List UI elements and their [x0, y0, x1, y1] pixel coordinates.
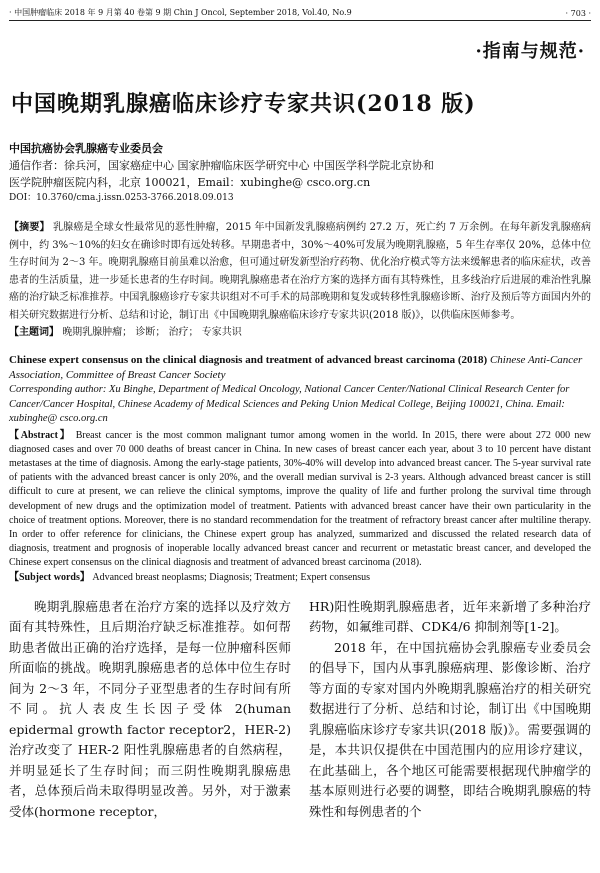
keywords-en — [9, 571, 591, 585]
abstract-cn — [9, 219, 591, 324]
english-title: Chinese expert consensus on the clinical diagnosis and treatment of advanced breast carcinoma (2018) — [9, 354, 488, 366]
keywords-cn — [9, 324, 591, 341]
author-org: 中国抗癌协会乳腺癌专业委员会 — [9, 142, 163, 155]
page-number: · 703 · — [565, 9, 591, 18]
abstract-en — [9, 429, 591, 571]
english-corresponding: Corresponding author: Xu Binghe, Department of Medical Oncology, National Cancer Center/National Clinical Research Center for Cancer/Cancer Hospital, Chinese Academy of Medical Sciences and Peking Union Medical College, Beijing 100021, China. Email: xubinghe@ csco.org.cn — [9, 384, 570, 424]
doi: DOI：10.3760/cma.j.issn.0253-3766.2018.09.013 — [9, 193, 234, 203]
english-title-block — [9, 353, 591, 383]
running-header — [9, 0, 591, 21]
body-columns — [9, 597, 591, 823]
corresponding-author-line2: 医学院肿瘤医院内科，北京 100021，Email：xubinghe@ csco.org.cn — [9, 176, 371, 189]
keywords-en-text: Advanced breast neoplasms; Diagnosis; Treatment; Expert consensus — [92, 571, 371, 583]
abstract-en-tag: 【Abstract】 — [9, 429, 72, 441]
abstract-cn-tag: 【摘要】 — [9, 222, 50, 233]
body-paragraph: 晚期乳腺癌患者在治疗方案的选择以及疗效方面有其特殊性，且后期治疗缺乏标准推荐。如何帮助患者做出正确的治疗选择，是每一位肿瘤科医师所面临的挑战。晚期乳腺癌患者的总体中位生存时间为 2～3 年，不同分子亚型患者的生存时间有所不同。抗人表皮生长因子受体 2(human epidermal growth factor receptor2，HER-2)治疗改变了 HER-2 阳性乳腺癌患者的自然病程，并明显延长了生存时间；而三阴性晚期乳腺癌患者，总体预后尚未取得明显改善。另外，对于激素受体(hormone receptor， — [9, 598, 291, 819]
journal-info: · 中国肿瘤临床 2018 年 9 月第 40 卷第 9 期 Chin J Oncol, September 2018, Vol.40, No.9 — [9, 8, 352, 17]
body-paragraph: 2018 年，在中国抗癌协会乳腺癌专业委员会的倡导下，国内从事乳腺癌病理、影像诊断、治疗等方面的专家对国内外晚期乳腺癌治疗的相关研究数据进行了分析、总结和讨论，制订出《中国晚期乳腺癌临床诊疗专家共识(2018 版)》。需要强调的是，本共识仅提供在中国范围内的应用诊疗建议，在此基础上，各个地区可能需要根据现代肿瘤学的基本原则进行必要的调整，即结合晚期乳腺癌的特殊性和每例患者的个 — [309, 639, 591, 819]
body-column-left — [9, 597, 291, 823]
english-org: Chinese Anti-Cancer Association, Committee of Breast Cancer Society — [9, 354, 583, 381]
author-block — [9, 140, 591, 205]
body-column-right — [309, 597, 591, 823]
abstract-en-text: Breast cancer is the most common malignant tumor among women in the world. In 2015, there were about 272 000 new diagnosed cases and over 70 000 deaths of breast cancer in China. In new cases of breast cancer each year, about 3 to 10 percent have distant metastases at the time of diagnosis. Among the early-stage patients, 30%-40% will develop into advanced breast cancer. The 5-year survival rate of patients with the advanced breast cancer is only 20%, and the overall median survival is 2-3 years. Although advanced breast cancer is still difficult to cure at present, we can relieve the clinical symptoms, improve the quality of life and further prolong the survival time through development of new drugs and the optimization model of treatment. Patients with advanced breast cancer have their own particularity in the choice of treatment options. Moreover, there is no standard recommendation for the treatment of refractory breast cancer after multiline therapy. In order to offer reference for clinicians, the Chinese expert group has analyzed, summarized and discussed the related research data of diagnosis, treatment and prognosis of inoperable locally advanced breast cancer and recurrent or metastatic breast cancer, and developed the Chinese expert consensus on the clinical diagnosis and treatment of advanced breast carcinoma (2018). — [9, 429, 591, 569]
section-tag: ·指南与规范· — [475, 41, 585, 62]
article-title: 中国晚期乳腺癌临床诊疗专家共识(2018 版) — [11, 91, 476, 117]
abstract-cn-text: 乳腺癌是全球女性最常见的恶性肿瘤，2015 年中国新发乳腺癌病例约 27.2 万，死亡约 7 万余例。在每年新发乳腺癌病例中，约 3%～10%的妇女在确诊时即有远处转移。早期患者中，30%～40%可发展为晚期乳腺癌，5 年生存率仅 20%，总体中位生存时间为 2～3 年。晚期乳腺癌目前虽难以治愈，但可通过研发新型治疗药物、优化治疗模式等方法来缓解患者的临床症状，改善患者的生活质量，进一步延长患者的生存时间。晚期乳腺癌患者在治疗方案的选择方面有其特殊性，且多线治疗后进展的难治性乳腺癌的治疗缺乏标准推荐。中国乳腺癌诊疗专家共识组对不可手术的局部晚期和复发或转移性乳腺癌诊断、治疗及预后等方面国内外的相关研究数据进行分析、总结和讨论，制订出《中国晚期乳腺癌临床诊疗专家共识(2018 版)》，以供临床医师参考。 — [9, 222, 591, 321]
body-paragraph-continued: HR)阳性晚期乳腺癌患者，近年来新增了多种治疗药物，如氟维司群、CDK4/6 抑制剂等[1-2]。 — [309, 598, 591, 635]
keywords-cn-tag: 【主题词】 — [9, 327, 59, 338]
corresponding-author-line1: 通信作者：徐兵河，国家癌症中心 国家肿瘤临床医学研究中心 中国医学科学院北京协和 — [9, 159, 434, 172]
keywords-en-tag: 【Subject words】 — [9, 571, 90, 583]
keywords-cn-text: 晚期乳腺肿瘤； 诊断； 治疗； 专家共识 — [62, 327, 242, 338]
